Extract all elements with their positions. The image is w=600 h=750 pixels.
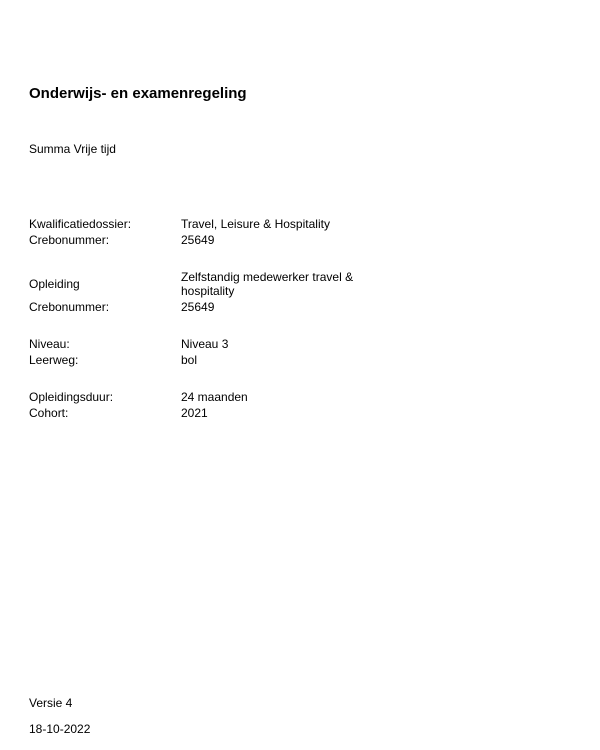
document-date: 18-10-2022 [29,722,91,736]
opleidingsduur-value: 24 maanden [181,390,248,404]
page-title: Onderwijs- en examenregeling [29,85,247,102]
crebonummer-opleiding-value: 25649 [181,300,215,314]
opleidingsduur-label: Opleidingsduur: [29,390,114,404]
niveau-label: Niveau: [29,337,70,351]
cohort-label: Cohort: [29,406,69,420]
kwalificatiedossier-value: Travel, Leisure & Hospitality [181,217,330,231]
opleiding-value: Zelfstandig medewerker travel & hospitality [181,270,354,298]
niveau-value: Niveau 3 [181,337,229,351]
crebonummer-opleiding-label: Crebonummer: [29,300,110,314]
version-label: Versie 4 [29,696,73,710]
organization-name: Summa Vrije tijd [29,142,116,156]
opleiding-label: Opleiding [29,277,80,291]
leerweg-value: bol [181,353,198,367]
leerweg-label: Leerweg: [29,353,79,367]
crebonummer-dossier-label: Crebonummer: [29,233,110,247]
cohort-value: 2021 [181,406,208,420]
kwalificatiedossier-label: Kwalificatiedossier: [29,217,132,231]
crebonummer-dossier-value: 25649 [181,233,215,247]
